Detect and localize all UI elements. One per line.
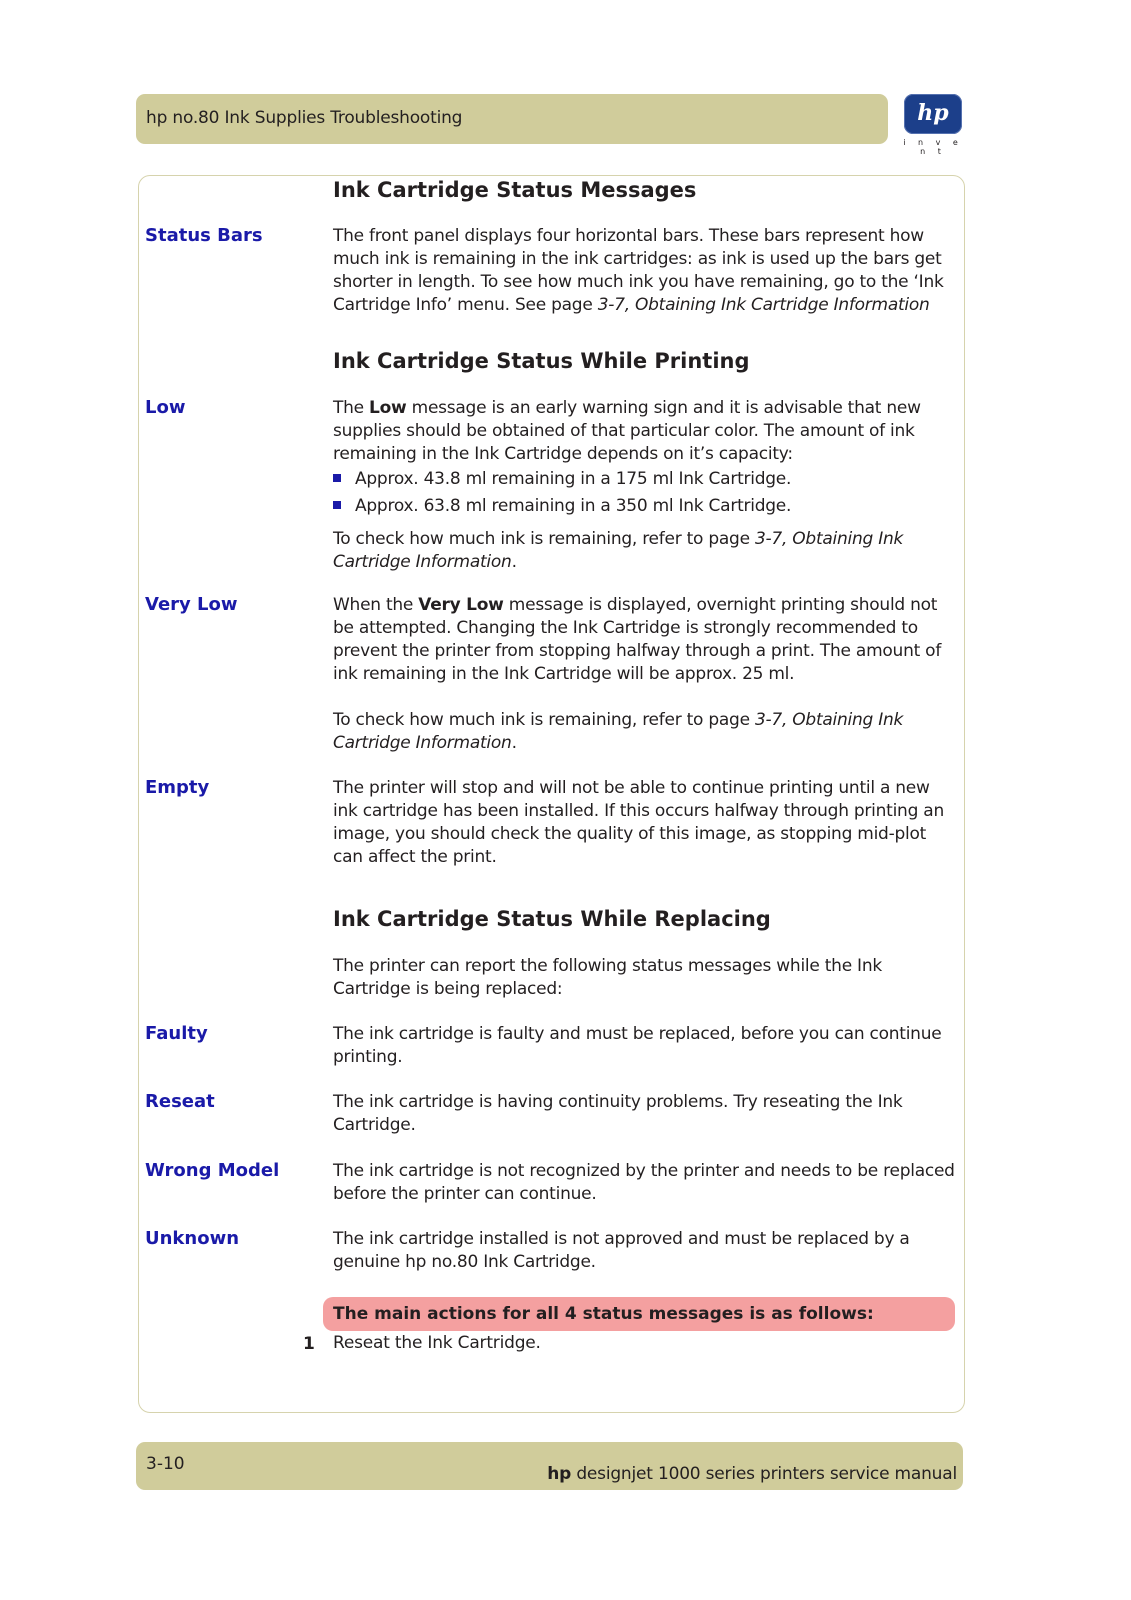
para-low: [333, 397, 956, 466]
para-very-low-bold: Very Low: [418, 595, 504, 615]
label-status-bars: Status Bars: [145, 225, 263, 246]
label-faulty: Faulty: [145, 1023, 208, 1044]
label-reseat: Reseat: [145, 1091, 215, 1112]
para-unknown: The ink cartridge installed is not approved and must be replaced by a genuine hp no.80 Ink Cartridge.: [333, 1229, 910, 1272]
label-unknown: Unknown: [145, 1228, 240, 1249]
para-empty: The printer will stop and will not be able to continue printing until a new ink cartridge has been installed. If this occurs halfway through printing an image, you should check the quality of this image, as stopping mid-plot can affect the print.: [333, 778, 944, 867]
hp-logo-tagline: i n v e n t: [903, 138, 963, 156]
para-very-low-check-text: To check how much ink is remaining, refer to page: [333, 710, 755, 730]
para-low-bold: Low: [369, 398, 407, 418]
hp-logo-text: hp: [917, 100, 949, 126]
ref-link-very-low[interactable]: 3-7, Obtaining Ink Cartridge Information: [333, 710, 904, 753]
para-status-bars: [333, 225, 956, 317]
bullet-text: Approx. 43.8 ml remaining in a 175 ml Ink Cartridge.: [355, 469, 792, 489]
bullet-square-icon: [333, 501, 341, 509]
header-bar: [136, 94, 888, 144]
bullet-text: Approx. 63.8 ml remaining in a 350 ml Ink Cartridge.: [355, 496, 792, 516]
para-very-low-check: [333, 709, 923, 755]
label-empty: Empty: [145, 777, 210, 798]
para-very-low-text: message is displayed, overnight printing should not be attempted. Changing the Ink Cartridge is strongly recommended to prevent the printer from stopping halfway through a print. The amount of ink remaining in the Ink Cartridge will be approx. 25 ml.: [333, 595, 942, 684]
callout-text: The main actions for all 4 status messages is as follows:: [333, 1304, 874, 1324]
para-very-low-pre: When the: [333, 595, 419, 615]
para-low-check-end: .: [511, 552, 517, 572]
manual-title-brand: hp: [547, 1464, 572, 1484]
manual-title: [547, 1464, 957, 1484]
label-low: Low: [145, 397, 186, 418]
page-number: 3-10: [146, 1454, 185, 1474]
para-status-bars-text: The front panel displays four horizontal bars. These bars represent how much ink is remaining in the ink cartridges: as ink is used up the bars get shorter in length. To see how much ink you have remaining, go to the ‘Ink Cartridge Info’ menu. See page: [333, 226, 944, 315]
label-very-low: Very Low: [145, 594, 238, 615]
para-faulty: The ink cartridge is faulty and must be replaced, before you can continue printing.: [333, 1024, 942, 1067]
para-low-check: [333, 528, 923, 574]
step-text: Reseat the Ink Cartridge.: [333, 1333, 541, 1353]
para-very-low: [333, 594, 956, 686]
ref-link-low[interactable]: 3-7, Obtaining Ink Cartridge Information: [333, 529, 904, 572]
bullet-square-icon: [333, 474, 341, 482]
heading-status-messages: Ink Cartridge Status Messages: [333, 178, 697, 202]
hp-logo-badge: [904, 94, 962, 134]
footer-bar: [136, 1442, 963, 1490]
para-replacing-intro: The printer can report the following status messages while the Ink Cartridge is being replaced:: [333, 956, 882, 999]
heading-while-printing: Ink Cartridge Status While Printing: [333, 349, 750, 373]
hp-logo: [902, 94, 964, 156]
label-wrong-model: Wrong Model: [145, 1160, 280, 1181]
bullet-item: [333, 495, 791, 518]
actions-callout: [323, 1297, 955, 1331]
para-low-pre: The: [333, 398, 370, 418]
header-title: hp no.80 Ink Supplies Troubleshooting: [146, 108, 463, 128]
para-low-check-text: To check how much ink is remaining, refer to page: [333, 529, 755, 549]
step-number: 1: [303, 1334, 315, 1354]
heading-while-replacing: Ink Cartridge Status While Replacing: [333, 907, 771, 931]
bullet-item: [333, 468, 791, 491]
para-low-text: message is an early warning sign and it is advisable that new supplies should be obtained of that particular color. The amount of ink remaining in the Ink Cartridge depends on it’s capacity:: [333, 398, 921, 464]
para-reseat: The ink cartridge is having continuity problems. Try reseating the Ink Cartridge.: [333, 1092, 903, 1135]
ref-link-status-bars[interactable]: 3-7, Obtaining Ink Cartridge Information: [597, 295, 930, 315]
para-very-low-check-end: .: [511, 733, 517, 753]
manual-title-rest: designjet 1000 series printers service manual: [571, 1464, 957, 1484]
para-wrong-model: The ink cartridge is not recognized by the printer and needs to be replaced before the printer can continue.: [333, 1161, 955, 1204]
